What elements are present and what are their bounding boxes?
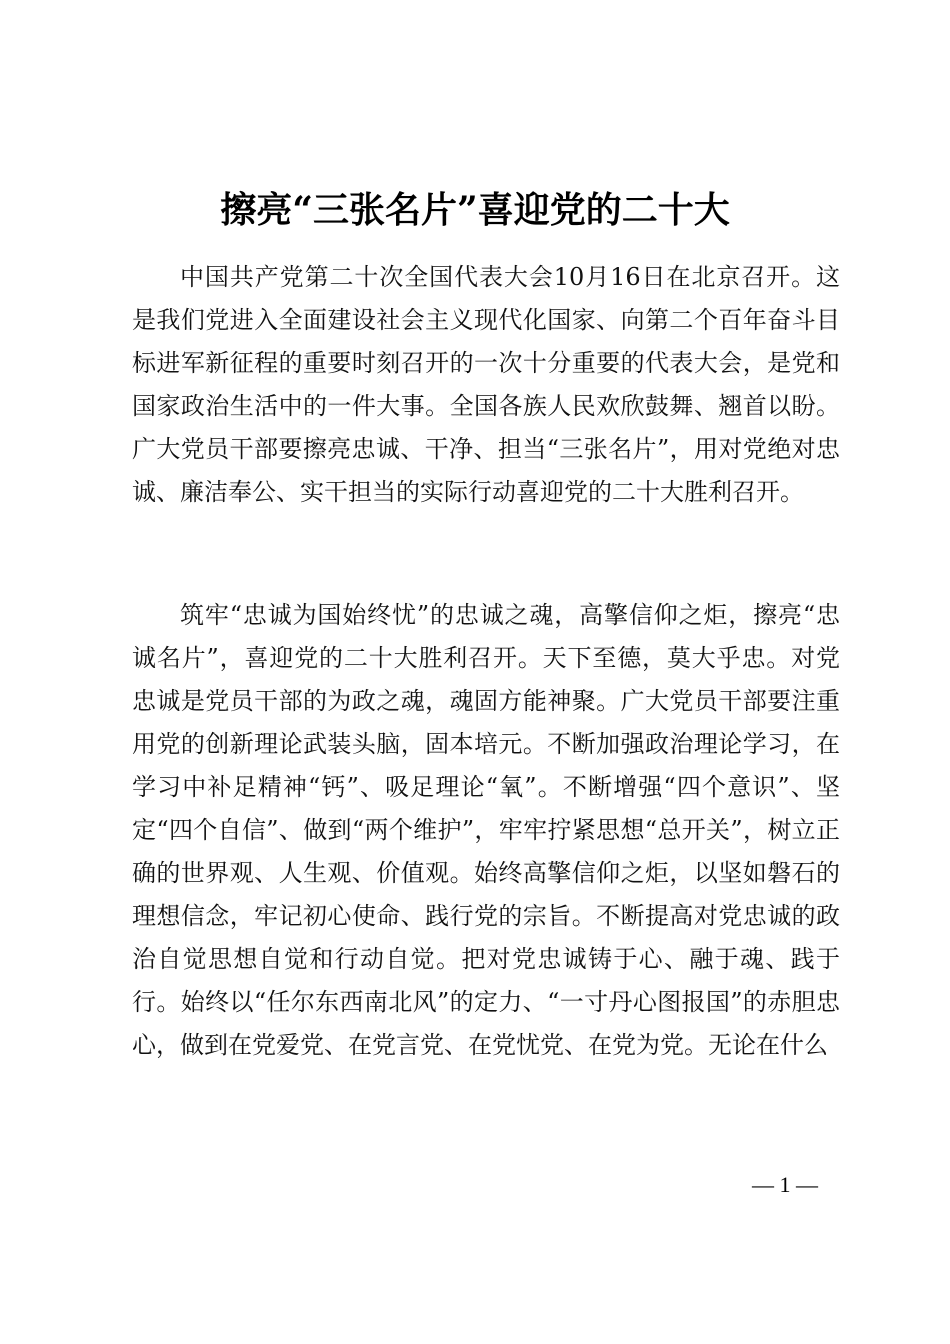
paragraph-loyalty: 筑牢“忠诚为国始终忧”的忠诚之魂，高擎信仰之炬，擦亮“忠诚名片”，喜迎党的二十大胜利召开。天下至德，莫大乎忠。对党忠诚是党员干部的为政之魂，魂固方能神聚。广大党员干部要注重用党的创新理论武装头脑，固本培元。不断加强政治理论学习，在学习中补足精神“钙”、吸足理论“氧”。不断增强“四个意识”、坚定“四个自信”、做到“两个维护”，牢牢拧紧思想“总开关”，树立正确的世界观、人生观、价值观。始终高擎信仰之炬，以坚如磐石的理想信念，牢记初心使命、践行党的宗旨。不断提高对党忠诚的政治自觉思想自觉和行动自觉。把对党忠诚铸于心、融于魂、践于行。始终以“任尔东西南北风”的定力、“一寸丹心图报国”的赤胆忠心，做到在党爱党、在党言党、在党忧党、在党为党。无论在什么 (132, 601, 840, 1059)
page-number: — 1 — (752, 1172, 818, 1197)
paragraph-intro: 中国共产党第二十次全国代表大会10月16日在北京召开。这是我们党进入全面建设社会主义现代化国家、向第二个百年奋斗目标进军新征程的重要时刻召开的一次十分重要的代表大会，是党和国家政治生活中的一件大事。全国各族人民欢欣鼓舞、翘首以盼。广大党员干部要擦亮忠诚、干净、担当“三张名片”，用对党绝对忠诚、廉洁奉公、实干担当的实际行动喜迎党的二十大胜利召开。 (132, 263, 840, 506)
document-title: 擦亮“三张名片”喜迎党的二十大 (220, 189, 730, 231)
